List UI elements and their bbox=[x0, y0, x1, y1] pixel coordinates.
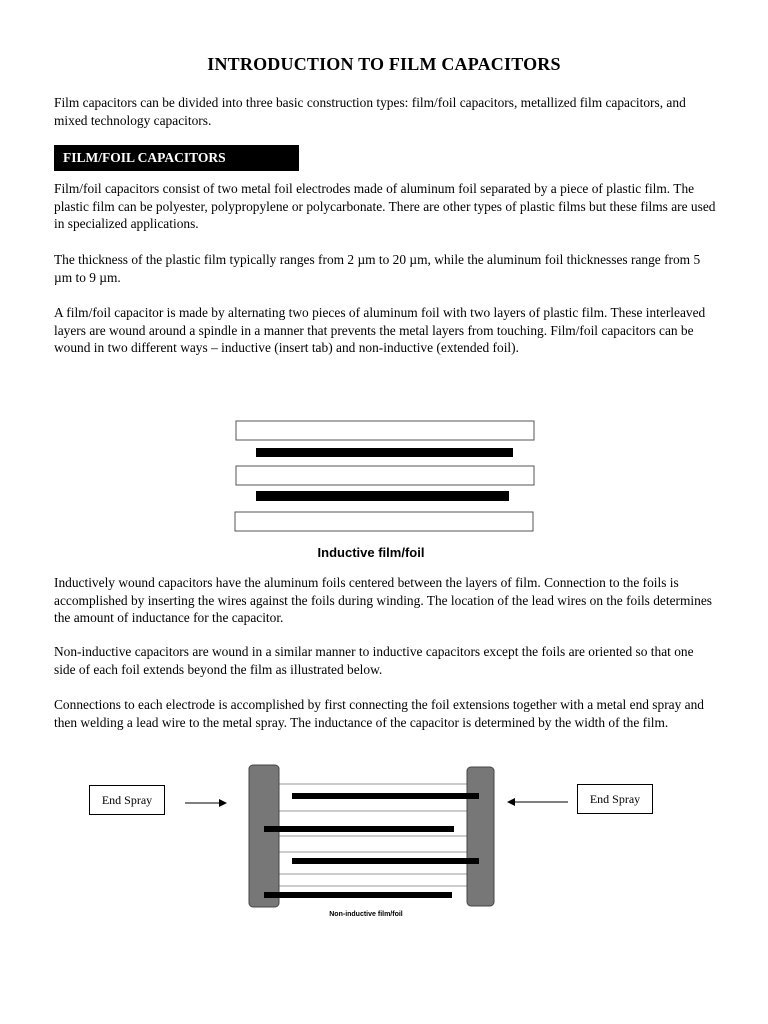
foil-layer bbox=[264, 892, 452, 898]
paragraph-film-foil: Film/foil capacitors consist of two metal foil electrodes made of aluminum foil separated by a piece of plastic film. The plastic film can be polyester, polypropylene or polycarbonate. There are other types of plastic films but these films are used in specialized applications. bbox=[54, 181, 716, 231]
foil-layer bbox=[264, 826, 454, 832]
end-spray-left bbox=[249, 765, 279, 907]
page-title: INTRODUCTION TO FILM CAPACITORS bbox=[207, 54, 561, 74]
paragraph-thickness: The thickness of the plastic film typically ranges from 2 µm to 20 µm, while the aluminum foil thicknesses range from 5 µm to 9 µm. bbox=[54, 252, 701, 285]
end-spray-label-left: End Spray bbox=[89, 785, 165, 815]
foil-layer bbox=[292, 793, 479, 799]
film-layer bbox=[235, 512, 533, 531]
foil-layer bbox=[256, 491, 509, 501]
paragraph-non-inductive: Non-inductive capacitors are wound in a similar manner to inductive capacitors except the foils are oriented so that one side of each foil extends beyond the film as illustrated below. bbox=[54, 644, 694, 677]
arrow-head bbox=[219, 799, 227, 807]
foil-layer bbox=[256, 448, 513, 457]
film-layer bbox=[236, 466, 534, 485]
paragraph-construction: A film/foil capacitor is made by alternating two pieces of aluminum foil with two layers of plastic film. These interleaved layers are wound around a spindle in a manner that prevents the metal layers from touching. Film/foil capacitors can be wound in two different ways – inductive (insert tab) and non-inductive (extended foil). bbox=[54, 305, 706, 355]
paragraph-inductive: Inductively wound capacitors have the aluminum foils centered between the layers of film. Connection to the foils is accomplished by inserting the wires against the foils during winding. The location of the lead wires on the foils determines the amount of inductance for the capacitor. bbox=[54, 575, 712, 625]
film-layer bbox=[236, 421, 534, 440]
section-heading: FILM/FOIL CAPACITORS bbox=[54, 145, 299, 171]
paragraph-connections: Connections to each electrode is accomplished by first connecting the foil extensions together with a metal end spray and then welding a lead wire to the metal spray. The inductance of the capacitor is determined by the width of the film. bbox=[54, 697, 704, 730]
end-spray-right bbox=[467, 767, 494, 906]
foil-layer bbox=[292, 858, 479, 864]
intro-paragraph: Film capacitors can be divided into three basic construction types: film/foil capacitors, metallized film capacitors, and mixed technology capacitors. bbox=[54, 95, 686, 128]
arrow-head bbox=[507, 798, 515, 806]
figure-caption-inductive: Inductive film/foil bbox=[317, 545, 425, 560]
end-spray-label-right: End Spray bbox=[577, 784, 653, 814]
figure-caption-non-inductive: Non-inductive film/foil bbox=[329, 911, 403, 918]
